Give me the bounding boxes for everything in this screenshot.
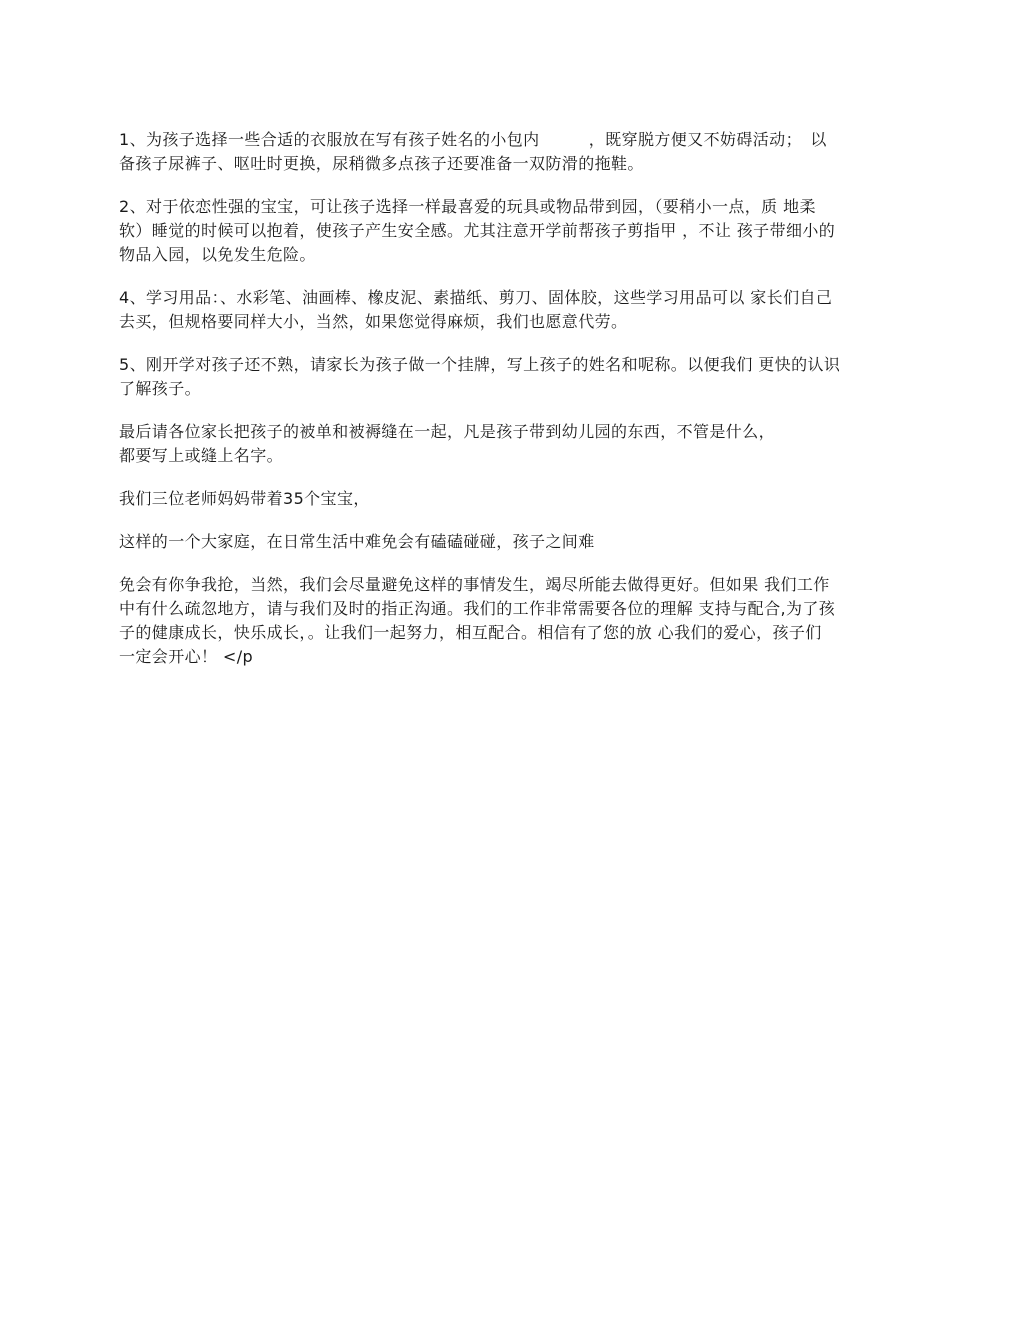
text-line: 都要写上或缝上名字。 — [119, 446, 284, 465]
text-line: 去买，但规格要同样大小，当然，如果您觉得麻烦，我们也愿意代劳。 — [119, 312, 628, 331]
text-line: 软）睡觉的时候可以抱着，使孩子产生安全感。尤其注意开学前帮孩子剪指甲 ，不让 孩子带细小的 — [119, 221, 836, 240]
text-line: 物品入园，以免发生危险。 — [119, 245, 316, 264]
text-line: 备孩子尿裤子、呕吐时更换，尿稍微多点孩子还要准备一双防滑的拖鞋。 — [119, 154, 644, 173]
text-line: 这样的一个大家庭，在日常生活中难免会有磕磕碰碰，孩子之间难 — [119, 532, 595, 551]
text-line: 4、学习用品：、水彩笔、油画棒、橡皮泥、素描纸、剪刀、固体胶，这些学习用品可以 家长们自己 — [119, 288, 833, 307]
paragraph-name-tag — [119, 353, 909, 401]
paragraph-clothes — [119, 128, 909, 176]
text-line: 免会有你争我抢，当然，我们会尽量避免这样的事情发生，竭尽所能去做得更好。但如果 我们工作 — [119, 575, 830, 594]
paragraph-bedding — [119, 420, 909, 468]
text-line: 1、为孩子选择一些合适的衣服放在写有孩子姓名的小包内 ，既穿脱方便又不妨碍活动； 以 — [119, 130, 827, 149]
text-line: 5、刚开学对孩子还不熟，请家长为孩子做一个挂牌，写上孩子的姓名和呢称。以便我们 更快的认识 — [119, 355, 841, 374]
text-line: 我们三位老师妈妈带着35个宝宝， — [119, 489, 370, 508]
text-line: 中有什么疏忽地方，请与我们及时的指正沟通。我们的工作非常需要各位的理解 支持与配合,为了孩 — [119, 599, 836, 618]
text-line: 2、对于依恋性强的宝宝，可让孩子选择一样最喜爱的玩具或物品带到园，（要稍小一点，质 地柔 — [119, 197, 816, 216]
document-body — [119, 128, 909, 688]
paragraph-school-supplies — [119, 286, 909, 334]
text-line: 子的健康成长，快乐成长，。让我们一起努力，相互配合。相信有了您的放 心我们的爱心，孩子们 — [119, 623, 822, 642]
text-line: 一定会开心！ </p — [119, 647, 254, 666]
paragraph-closing — [119, 573, 909, 669]
text-line: 了解孩子。 — [119, 379, 202, 398]
paragraph-comfort-toy — [119, 195, 909, 267]
paragraph-big-family — [119, 530, 909, 554]
paragraph-teachers — [119, 487, 909, 511]
text-line: 最后请各位家长把孩子的被单和被褥缝在一起，凡是孩子带到幼儿园的东西，不管是什么， — [119, 422, 776, 441]
